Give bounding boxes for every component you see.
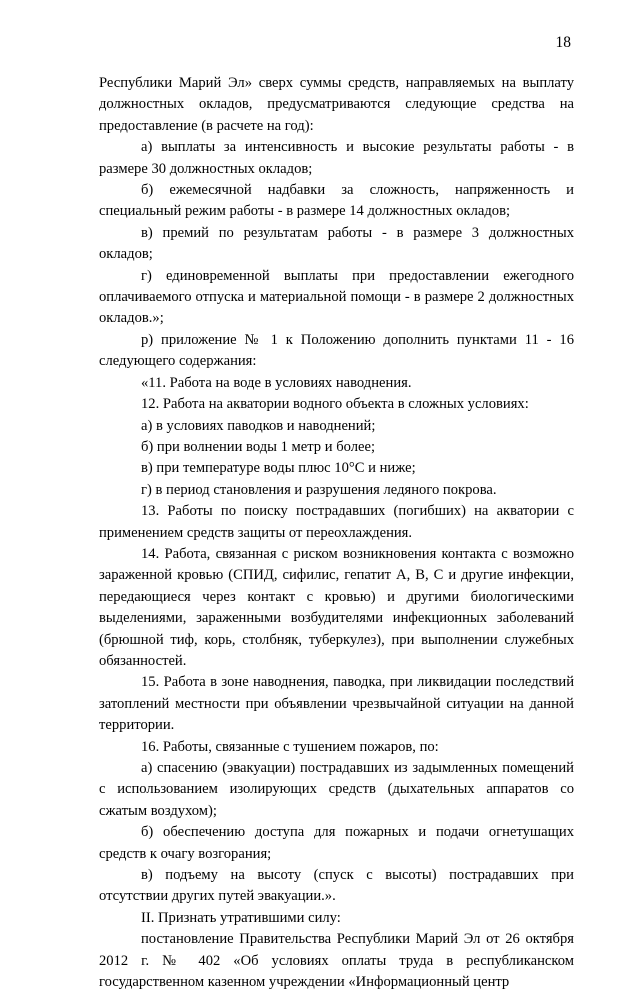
paragraph-point-16-b: б) обеспечению доступа для пожарных и подачи огнетушащих средств к очагу возгорания; <box>99 824 574 862</box>
paragraph-point-12-b: б) при волнении воды 1 метр и более; <box>141 438 376 455</box>
paragraph-point-15: 15. Работа в зоне наводнения, паводка, при ликвидации последствий затоплений местности при объявлении чрезвычайной ситуации на данной территории. <box>99 674 574 734</box>
paragraph-point-16-a: а) спасению (эвакуации) пострадавших из задымленных помещений с использованием изолирующих средств (дыхательных аппаратов со сжатым воздухом); <box>99 760 574 819</box>
paragraph-item-r-appendix: р) приложение № 1 к Положению дополнить пунктами 11 - 16 следующего содержания: <box>99 331 574 370</box>
paragraph-point-12-a: а) в условиях паводков и наводнений; <box>141 417 376 434</box>
paragraph-item-a-bonus: а) выплаты за интенсивность и высокие результаты работы - в размере 30 должностных окладов; <box>99 139 574 177</box>
page-number: 18 <box>555 34 571 51</box>
paragraph-section-ii: II. Признать утратившими силу: <box>141 909 341 926</box>
paragraph-item-g-payment: г) единовременной выплаты при предоставлении ежегодного оплачиваемого отпуска и материальной помощи - в размере 2 должностных окладов.»; <box>99 267 574 327</box>
paragraph-point-11: «11. Работа на воде в условиях наводнения. <box>141 374 412 391</box>
paragraph-point-16: 16. Работы, связанные с тушением пожаров, по: <box>141 738 439 755</box>
paragraph-point-16-v: в) подъему на высоту (спуск с высоты) пострадавших при отсутствии других путей эвакуации.». <box>99 867 574 905</box>
paragraph-point-12-v: в) при температуре воды плюс 10°С и ниже; <box>141 460 416 477</box>
document-body <box>99 73 574 993</box>
paragraph-point-14: 14. Работа, связанная с риском возникновения контакта с возможно зараженной кровью (СПИД, сифилис, гепатит А, В, С и другие инфекции, передающиеся через контакт с кровью) и другими биологическими выделениями, зараженными возбудителями инфекционных заболеваний (брюшной тиф, корь, столбняк, туберкулез), при выполнении служебных обязанностей. <box>99 545 574 669</box>
paragraph-point-12-g: г) в период становления и разрушения ледяного покрова. <box>141 481 497 498</box>
paragraph-point-13: 13. Работы по поиску пострадавших (погибших) на акватории с применением средств защиты от переохлаждения. <box>99 503 574 541</box>
paragraph-continuation: Республики Марий Эл» сверх суммы средств, направляемых на выплату должностных окладов, предусматриваются следующие средства на предоставление (в расчете на год): <box>99 75 574 134</box>
paragraph-item-v-premium: в) премий по результатам работы - в размере 3 должностных окладов; <box>99 224 574 263</box>
paragraph-item-b-allowance: б) ежемесячной надбавки за сложность, напряженность и специальный режим работы - в размере 14 должностных окладов; <box>99 182 574 220</box>
paragraph-point-12: 12. Работа на акватории водного объекта в сложных условиях: <box>141 396 529 413</box>
paragraph-resolution: постановление Правительства Республики Марий Эл от 26 октября 2012 г. № 402 «Об условиях оплаты труда в республиканском государственном казенном учреждении «Информационный центр <box>99 931 574 991</box>
